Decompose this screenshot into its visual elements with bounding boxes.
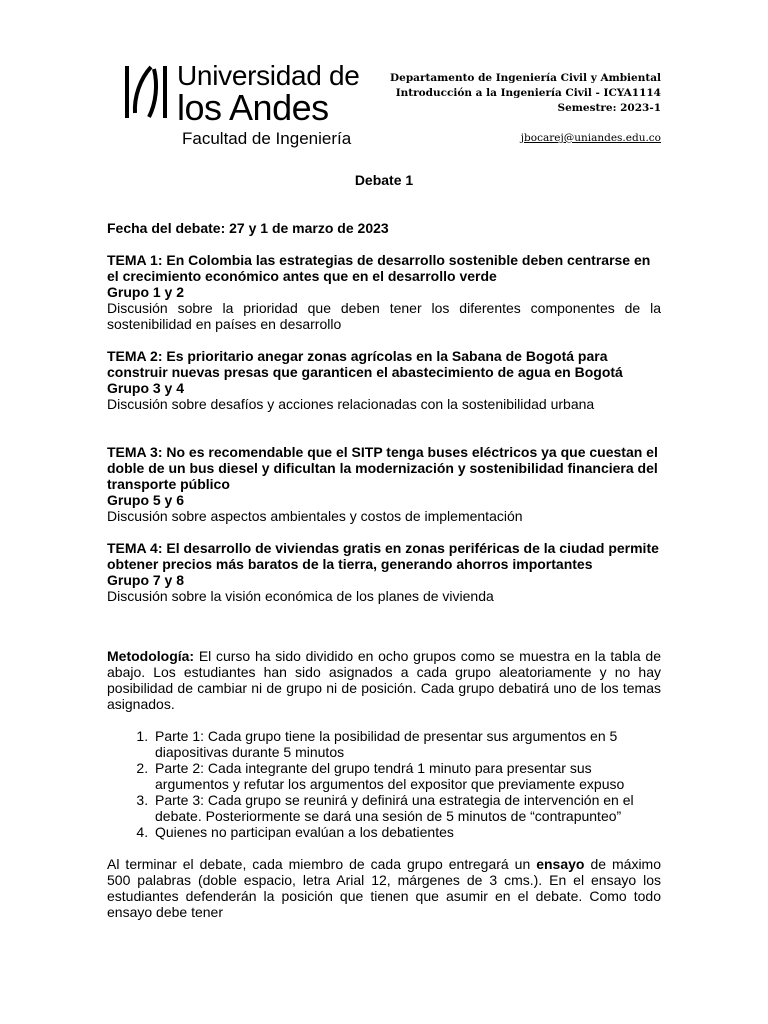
- document-body: [107, 172, 661, 936]
- topic-group: Grupo 1 y 2: [107, 284, 185, 300]
- topic-4: [107, 540, 661, 604]
- university-logo: [122, 60, 360, 150]
- list-item: 4. Quienes no participan evalúan a los debatientes: [152, 824, 661, 840]
- closing-paragraph: [107, 856, 661, 920]
- topic-description: Discusión sobre aspectos ambientales y costos de implementación: [107, 508, 523, 524]
- university-emblem-icon: [122, 63, 170, 121]
- steps-list: [107, 728, 661, 840]
- document-header: [0, 0, 768, 160]
- semester: Semestre: 2023-1: [557, 102, 661, 114]
- department-name: Departamento de Ingeniería Civil y Ambiental: [390, 72, 661, 84]
- logo-faculty-text: Facultad de Ingeniería: [182, 129, 352, 148]
- methodology-paragraph: [107, 648, 661, 712]
- topic-title: TEMA 1: En Colombia las estrategias de desarrollo sostenible deben centrarse en el crecimiento económico antes que en el desarrollo verde: [107, 252, 651, 284]
- topic-1: [107, 252, 661, 332]
- topic-group: Grupo 7 y 8: [107, 572, 185, 588]
- list-item: 3. Parte 3: Cada grupo se reunirá y definirá una estrategia de intervención en el debate. Posteriormente se dará una sesión de 5 minutos de “contrapunteo”: [152, 792, 661, 824]
- topic-description: Discusión sobre la prioridad que deben tener los diferentes componentes de la sostenibilidad en países en desarrollo: [107, 300, 661, 332]
- topic-description: Discusión sobre la visión económica de los planes de vivienda: [107, 588, 494, 604]
- topic-group: Grupo 3 y 4: [107, 380, 185, 396]
- topic-group: Grupo 5 y 6: [107, 492, 185, 508]
- methodology-label: Metodología:: [107, 648, 195, 664]
- debate-date: Fecha del debate: 27 y 1 de marzo de 2023: [107, 220, 389, 236]
- logo-andes-text: los Andes: [177, 87, 329, 128]
- logo-university-text: Universidad de: [177, 60, 360, 91]
- course-name: Introducción a la Ingeniería Civil - ICYA1114: [395, 87, 661, 99]
- topic-3: [107, 444, 661, 524]
- topic-description: Discusión sobre desafíos y acciones relacionadas con la sostenibilidad urbana: [107, 396, 595, 412]
- list-item: 1. Parte 1: Cada grupo tiene la posibilidad de presentar sus argumentos en 5 diapositivas durante 5 minutos: [152, 728, 661, 760]
- topic-title: TEMA 4: El desarrollo de viviendas gratis en zonas periféricas de la ciudad permite obtener precios más baratos de la tierra, generando ahorros importantes: [107, 540, 659, 572]
- topic-title: TEMA 2: Es prioritario anegar zonas agrícolas en la Sabana de Bogotá para construir nuevas presas que garanticen el abastecimiento de agua en Bogotá: [107, 348, 623, 380]
- closing-text-end: de máximo 500 palabras (doble espacio, letra Arial 12, márgenes de 3 cms.). En el ensayo los estudiantes defenderán la posición que tienen que asumir en el debate. Como todo ensayo debe tener: [107, 856, 662, 920]
- topic-2: [107, 348, 661, 412]
- topic-title: TEMA 3: No es recomendable que el SITP tenga buses eléctricos ya que cuestan el doble de un bus diesel y dificultan la modernización y sostenibilidad financiera del transporte público: [107, 444, 658, 492]
- document-title: Debate 1: [354, 172, 414, 188]
- list-item: 2. Parte 2: Cada integrante del grupo tendrá 1 minuto para presentar sus argumentos y refutar los argumentos del expositor que previamente expuso: [152, 760, 661, 792]
- methodology-text: El curso ha sido dividido en ocho grupos como se muestra en la tabla de abajo. Los estudiantes han sido asignados a cada grupo aleatoriamente y no hay posibilidad de cambiar ni de grupo ni de posición. Cada grupo debatirá uno de los temas asignados.: [107, 648, 661, 712]
- contact-email-link[interactable]: jbocarej@uniandes.edu.co: [520, 132, 661, 144]
- closing-text-start: Al terminar el debate, cada miembro de cada grupo entregará un: [107, 856, 537, 872]
- essay-keyword: ensayo: [536, 856, 585, 872]
- department-info: [390, 71, 661, 146]
